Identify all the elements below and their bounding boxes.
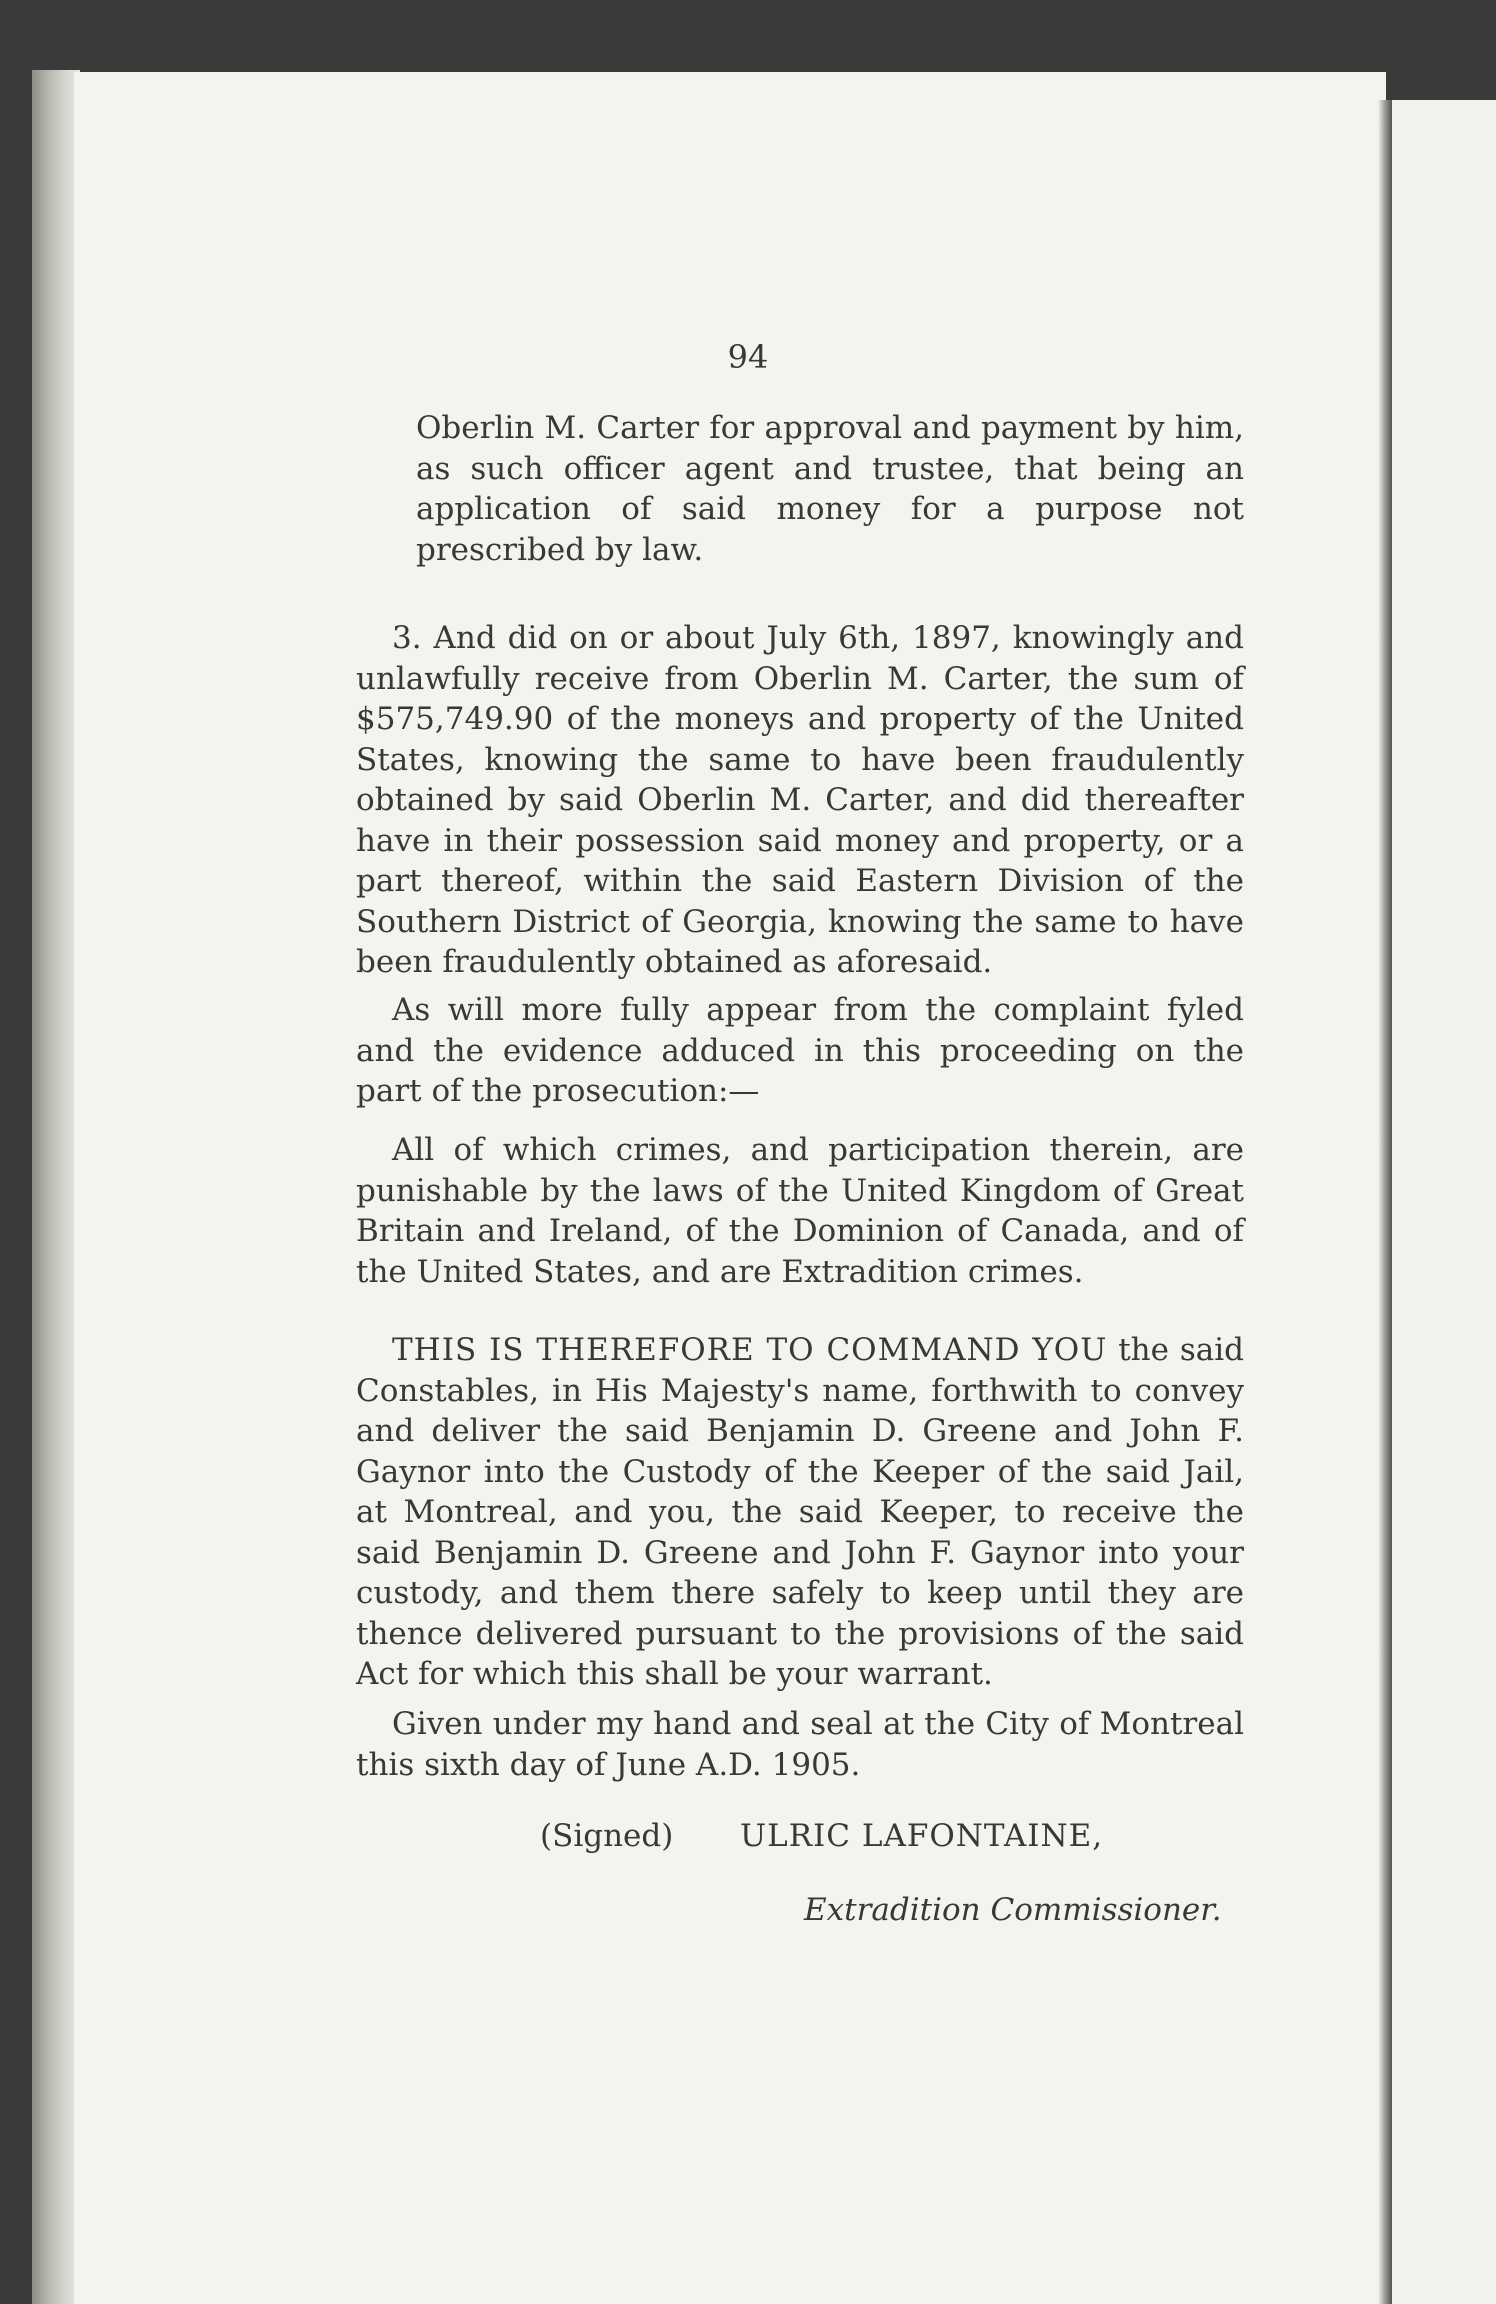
paragraph-command [356,1330,1244,1695]
paragraph-given: Given under my hand and seal at the City of Montreal this sixth day of June A.D. 1905. [356,1706,1244,1783]
paragraph-continuation: Oberlin M. Carter for approval and payment by him, as such officer agent and trustee, that being an application of said money for a purpose not prescribed by law. [416,410,1244,568]
paragraph-evidence: As will more fully appear from the complaint fyled and the evidence adduced in this proceeding on the part of the prosecution:— [356,992,1244,1109]
facing-page-edge [1392,100,1496,2304]
page-edge-stack [32,70,80,2304]
command-rest: the said Constables, in His Majesty's name, forthwith to convey and deliver the said Benjamin D. Greene and John F. Gaynor into the Custody of the Keeper of the said Jail, at Montreal, and you, the said Keeper, to receive the said Benjamin D. Greene and John F. Gaynor into your custody, and them there safely to keep until they are thence delivered pursuant to the provisions of the said Act for which this shall be your warrant. [356,1332,1244,1692]
paragraph-item-3: 3. And did on or about July 6th, 1897, knowingly and unlawfully receive from Oberlin M. Carter, the sum of $575,749.90 of the moneys and property of the United States, knowing the same to have been fraudulently obtained by said Oberlin M. Carter, and did thereafter have in their possession said money and property, or a part thereof, within the said Eastern Division of the Southern District of Georgia, knowing the same to have been fraudulently obtained as aforesaid. [356,620,1244,980]
signatory-name: ULRIC LAFONTAINE, [740,1818,1104,1854]
page-number: 94 [727,338,769,376]
command-lead: THIS IS THEREFORE TO COMMAND YOU [392,1332,1108,1368]
paragraph-crimes: All of which crimes, and participation therein, are punishable by the laws of the United Kingdom of Great Britain and Ireland, of the Dominion of Canada, and of the United States, and are Extradition crimes. [356,1132,1244,1290]
signatory-title: Extradition Commissioner. [804,1892,1222,1928]
signed-label: (Signed) [540,1818,674,1854]
